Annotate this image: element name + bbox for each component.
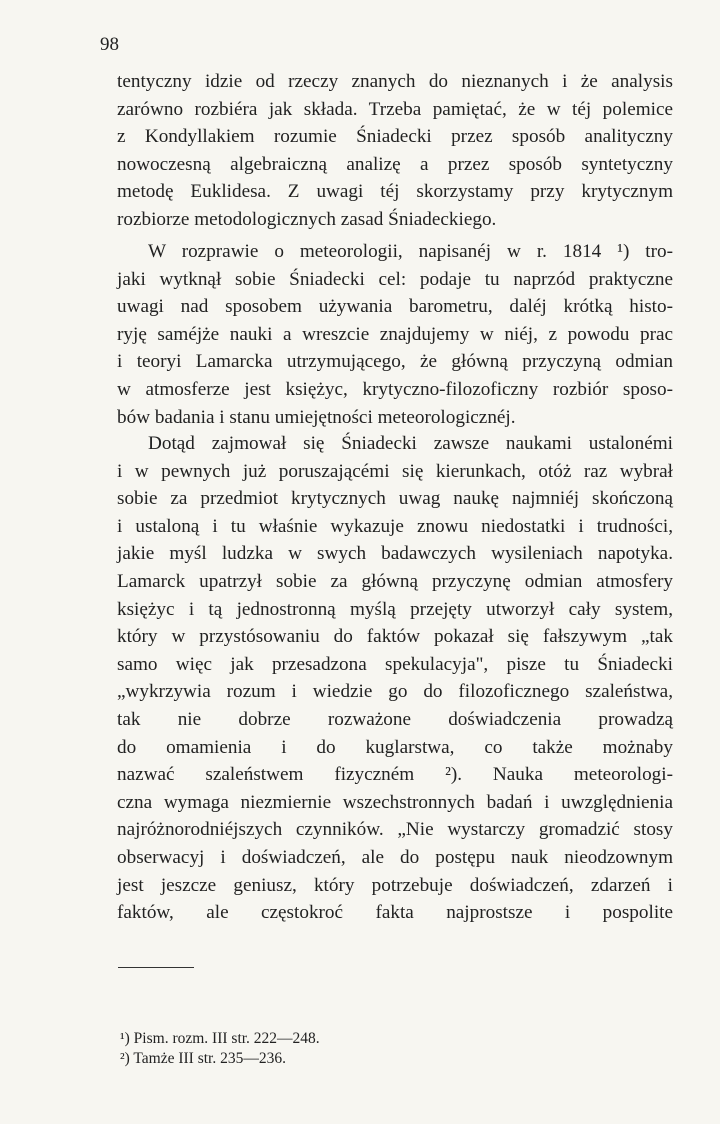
text-line: Lamarck upatrzył sobie za główną przyczynę odmian atmosfery (117, 570, 673, 592)
text-line: księżyc i tą jednostronną myślą przejęty utworzył cały system, (117, 598, 673, 620)
text-line: ryję saméjże nauki a wreszcie znajdujemy w niéj, z powodu prac (117, 323, 673, 345)
footnote-2: ²) Tamże III str. 235—236. (120, 1050, 286, 1067)
text-line: „wykrzywia rozum i wiedzie go do filozoficznego szaleństwa, (117, 681, 673, 703)
text-line: jest jeszcze geniusz, który potrzebuje doświadczeń, zdarzeń i (117, 874, 673, 896)
page-number: 98 (100, 34, 119, 55)
footnote-1: ¹) Pism. rozm. III str. 222—248. (120, 1030, 320, 1047)
footnote-separator (118, 967, 194, 968)
text-line: samo więc jak przesadzona spekulacyja", pisze tu Śniadecki (117, 653, 673, 675)
text-line: sobie za przedmiot krytycznych uwag naukę najmniéj skończoną (117, 488, 673, 510)
text-line: Dotąd zajmował się Śniadecki zawsze naukami ustalonémi (148, 433, 673, 454)
paragraph-2 (117, 238, 673, 431)
text-line: i teoryi Lamarcka utrzymującego, że główną przyczyną odmian (117, 351, 673, 373)
text-line: obserwacyj i doświadczeń, ale do postępu nauk nieodzownym (117, 846, 673, 868)
text-line: bów badania i stanu umiejętności meteorologicznéj. (117, 406, 516, 428)
text-line: najróżnorodniéjszych czynników. „Nie wystarczy gromadzić stosy (117, 819, 673, 841)
text-line: który w przystósowaniu do faktów pokazał się fałszywym „tak (117, 626, 673, 648)
text-line: czna wymaga niezmiernie wszechstronnych badań i uwzględnienia (117, 791, 673, 813)
text-line: metodę Euklidesa. Z uwagi téj skorzystamy przy krytycznym (117, 181, 673, 203)
text-line: i w pewnych już poruszającémi się kierunkach, otóż raz wybrał (117, 460, 673, 482)
text-line: tentyczny idzie od rzeczy znanych do nieznanych i że analysis (117, 71, 673, 92)
text-line: faktów, ale częstokroć fakta najprostsze i pospolite (117, 902, 673, 924)
text-line: W rozprawie o meteorologii, napisanéj w r. 1814 ¹) tro- (148, 241, 673, 262)
text-line: uwagi nad sposobem używania barometru, daléj krótką histo- (117, 296, 673, 318)
text-line: zarówno rozbiéra jak składa. Trzeba pamiętać, że w téj polemice (117, 98, 673, 120)
text-line: i ustaloną i tu właśnie wykazuje znowu niedostatki i trudności, (117, 515, 673, 537)
text-line: z Kondyllakiem rozumie Śniadecki przez sposób analityczny (117, 126, 673, 148)
paragraph-3 (117, 430, 673, 927)
text-line: w atmosferze jest księżyc, krytyczno-filozoficzny rozbiór sposo- (117, 378, 673, 400)
text-line: jakie myśl ludzka w swych badawczych wysileniach napotyka. (117, 543, 673, 565)
text-line: tak nie dobrze rozważone doświadczenia prowadzą (117, 708, 673, 730)
text-line: rozbiorze metodologicznych zasad Śniadeckiego. (117, 208, 497, 230)
text-line: nowoczesną algebraiczną analizę a przez sposób syntetyczny (117, 153, 673, 175)
paragraph-1 (117, 68, 673, 234)
text-line: jaki wytknął sobie Śniadecki cel: podaje tu naprzód praktyczne (117, 268, 673, 290)
text-line: do omamienia i do kuglarstwa, co także możnaby (117, 736, 673, 758)
footnotes (120, 1029, 320, 1069)
text-line: nazwać szaleństwem fizyczném ²). Nauka meteorologi- (117, 764, 673, 786)
